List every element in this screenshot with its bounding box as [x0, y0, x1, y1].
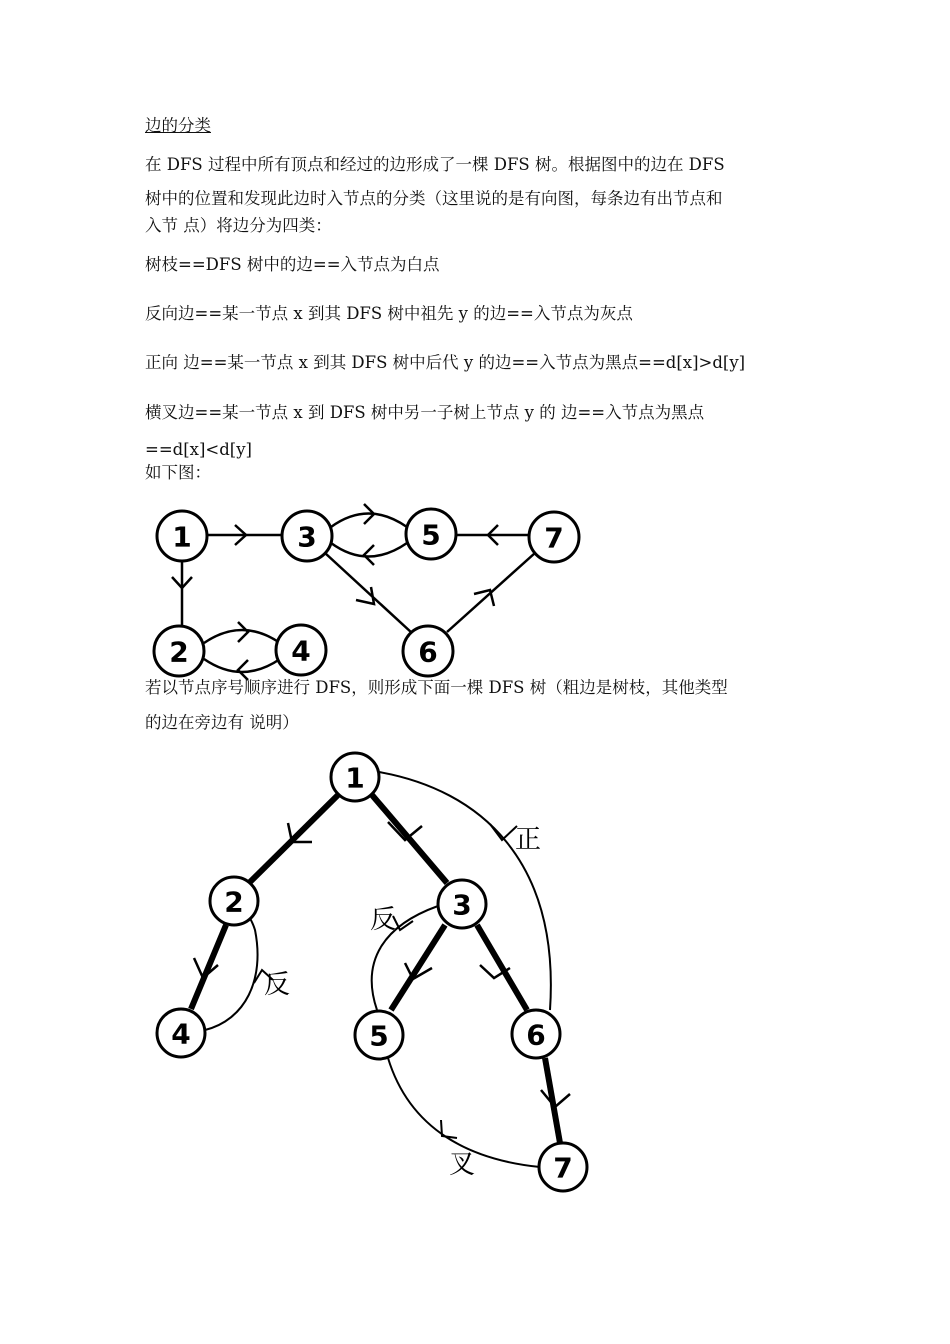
back-edge-label-3-5: 反 [370, 905, 397, 935]
edge-type-forward: 正向 边==某一节点 x 到其 DFS 树中后代 y 的边==入节点为黑点==d[x]>d[y] [145, 353, 746, 372]
svg-text:7: 7 [553, 1151, 573, 1185]
g2-node-4 [157, 1009, 205, 1057]
g1-node-4 [276, 625, 326, 675]
tree-intro-line-1: 若以节点序号顺序进行 DFS，则形成下面一棵 DFS 树（粗边是树枝，其他类型 [145, 678, 728, 697]
svg-text:5: 5 [369, 1019, 389, 1053]
g2-node-1 [331, 753, 379, 801]
svg-text:2: 2 [169, 635, 189, 669]
intro-line-2: 树中的位置和发现此边时入节点的分类（这里说的是有向图，每条边有出节点和 [145, 189, 723, 208]
g2-node-7 [539, 1143, 587, 1191]
svg-text:5: 5 [421, 518, 441, 552]
edge-type-cross-line-2: ==d[x]<d[y] [145, 440, 252, 459]
svg-text:6: 6 [418, 635, 438, 669]
svg-text:1: 1 [172, 520, 192, 554]
g1-node-2 [154, 626, 204, 676]
g2-node-2 [210, 877, 258, 925]
g1-node-3 [282, 511, 332, 561]
svg-text:2: 2 [224, 885, 244, 919]
g2-node-6 [512, 1010, 560, 1058]
g1-node-6 [403, 626, 453, 676]
section-heading: 边的分类 [145, 116, 211, 135]
svg-text:4: 4 [291, 634, 311, 668]
svg-text:3: 3 [297, 520, 317, 554]
svg-text:1: 1 [345, 761, 365, 795]
directed-graph-figure [0, 490, 950, 690]
g1-node-5 [406, 509, 456, 559]
back-edge-label-2-4: 反 [264, 970, 291, 1000]
dfs-tree-figure [0, 745, 950, 1205]
figure-intro: 如下图： [145, 463, 211, 482]
edge-type-tree: 树枝==DFS 树中的边==入节点为白点 [145, 255, 440, 274]
tree-intro-line-2: 的边在旁边有 说明） [145, 713, 299, 732]
svg-text:4: 4 [171, 1017, 191, 1051]
svg-text:6: 6 [526, 1018, 546, 1052]
cross-edge-label: 叉 [449, 1150, 476, 1180]
intro-line-1: 在 DFS 过程中所有顶点和经过的边形成了一棵 DFS 树。根据图中的边在 DFS [145, 155, 725, 174]
svg-text:3: 3 [452, 888, 472, 922]
g1-node-1 [157, 511, 207, 561]
g1-node-7 [529, 512, 579, 562]
intro-line-3: 入节 点）将边分为四类： [145, 216, 332, 235]
edge-type-back: 反向边==某一节点 x 到其 DFS 树中祖先 y 的边==入节点为灰点 [145, 304, 633, 323]
g2-node-5 [355, 1011, 403, 1059]
g2-node-3 [438, 880, 486, 928]
edge-type-cross-line-1: 横叉边==某一节点 x 到 DFS 树中另一子树上节点 y 的 边==入节点为黑点 [145, 403, 705, 422]
svg-text:7: 7 [544, 521, 564, 555]
forward-edge-label: 正 [515, 825, 542, 855]
